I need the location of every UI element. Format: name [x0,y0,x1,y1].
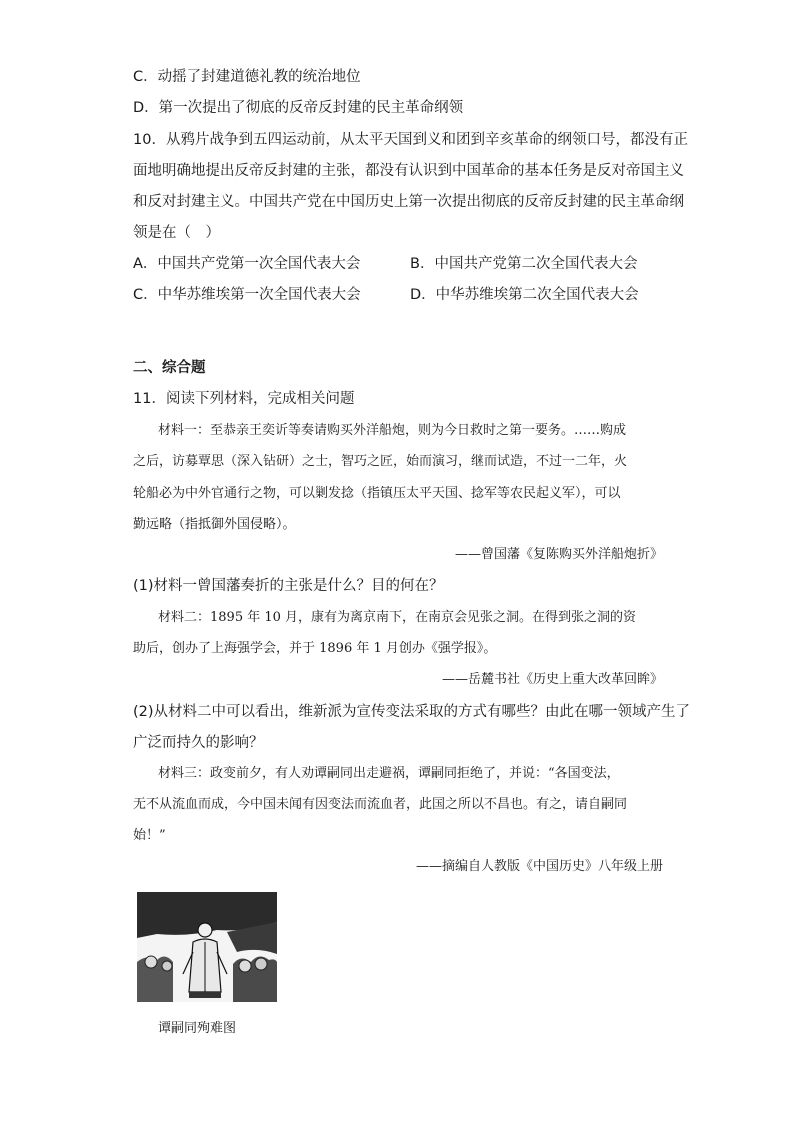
material-1-line-1: 材料一：至恭亲王奕䜣等奏请购买外洋船炮，则为今日救时之第一要务。……购成 [158,423,627,438]
material-1-source: ——曾国藩《复陈购买外洋船炮折》 [454,547,663,562]
q10-stem-line-3: 和反对封建主义。中国共产党在中国历史上第一次提出彻底的反帝反封建的民主革命纲 [133,194,684,210]
material-3-line-2: 无不从流血而成，今中国未闻有因变法而流血者，此国之所以不昌也。有之，请自嗣同 [133,797,628,812]
sub-question-2-line-2: 广泛而持久的影响？ [133,735,264,751]
material-1-line-2: 之后，访募覃思（深入钻研）之士，智巧之匠，始而演习，继而试造，不过一二年，火 [133,454,628,469]
q10-stem-line-1: 10．从鸦片战争到五四运动前，从太平天国到义和团到辛亥革命的纲领口号，都没有正 [133,132,688,148]
material-1-line-3: 轮船必为中外官通行之物，可以剿发捻（指镇压太平天国、捻军等农民起义军），可以 [133,486,621,501]
material-3-source: ——摘编自人教版《中国历史》八年级上册 [415,859,663,874]
material-3-line-3: 始！” [133,828,166,843]
q9-option-d: D．第一次提出了彻底的反帝反封建的民主革命纲领 [133,100,464,116]
material-3-line-1: 材料三：政变前夕，有人劝谭嗣同出走避祸，谭嗣同拒绝了，并说：“各国变法， [158,766,620,781]
material-2-line-1: 材料二：1895 年 10 月，康有为离京南下，在南京会见张之洞。在得到张之洞的资 [158,610,637,625]
material-1-line-4: 勤远略（指抵御外国侵略）。 [133,517,296,532]
q10-option-d: D．中华苏维埃第二次全国代表大会 [410,287,639,303]
material-2-source: ——岳麓书社《历史上重大改革回眸》 [441,672,663,687]
q10-option-a: A．中国共产党第一次全国代表大会 [133,256,361,272]
material-2-line-2: 助后，创办了上海强学会，并于 1896 年 1 月创办《强学报》。 [133,641,497,656]
illustration-drawing [137,892,277,1002]
q9-option-c: C．动摇了封建道德礼教的统治地位 [133,69,361,85]
q11-stem: 11．阅读下列材料，完成相关问题 [133,391,355,407]
sub-question-2-line-1: (2)从材料二中可以看出，维新派为宣传变法采取的方式有哪些？由此在哪一领域产生了 [133,704,691,720]
q10-option-b: B．中国共产党第二次全国代表大会 [410,256,638,272]
sub-question-1: (1)材料一曾国藩奏折的主张是什么？目的何在？ [133,578,444,594]
q10-stem-line-4: 领是在（ ） [133,225,220,241]
section-heading: 二、综合题 [133,360,206,376]
q10-stem-line-2: 面地明确地提出反帝反封建的主张，都没有认识到中国革命的基本任务是反对帝国主义 [133,163,684,179]
illustration-caption: 谭嗣同殉难图 [158,1021,237,1036]
tan-sitong-illustration [137,892,277,1002]
q10-option-c: C．中华苏维埃第一次全国代表大会 [133,287,361,303]
